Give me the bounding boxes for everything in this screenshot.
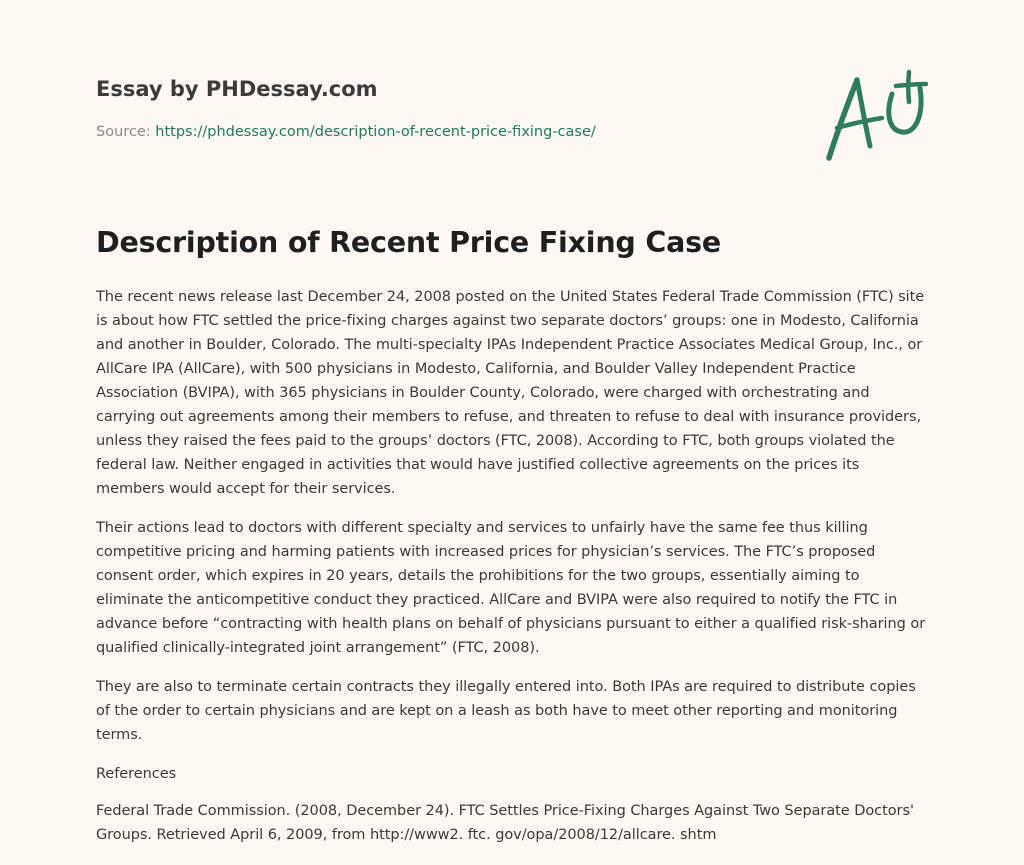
references-heading: References bbox=[96, 766, 177, 782]
essay-paragraph-2: Their actions lead to doctors with different specialty and services to unfairly have the same fee thus killing competitive pricing and harming patients with increased prices for physician’s services. The FTC’s proposed consent order, which expires in 20 years, details the prohibitions for the two groups, essentially aiming to eliminate the anticompetitive conduct they practiced. AllCare and BVIPA were also required to notify the FTC in advance before “contracting with health plans on behalf of physicians pursuant to either a qualified risk-sharing or qualified clinically-integrated joint arrangement” (FTC, 2008). bbox=[96, 520, 926, 656]
reference-item: Federal Trade Commission. (2008, December 24). FTC Settles Price-Fixing Charges Against Two Separate Doctors' Groups. Retrieved April 6, 2009, from http://www2. ftc. gov/opa/2008/12/allcare. shtm bbox=[96, 803, 914, 843]
source-line bbox=[96, 124, 596, 140]
source-link[interactable]: https://phdessay.com/description-of-recent-price-fixing-case/ bbox=[155, 124, 596, 140]
a-plus-logo-icon bbox=[824, 68, 928, 164]
essay-paragraph-1: The recent news release last December 24, 2008 posted on the United States Federal Trade Commission (FTC) site is about how FTC settled the price-fixing charges against two separate doctors’ groups: one in Modesto, California and another in Boulder, Colorado. The multi-specialty IPAs Independent Practice Associates Medical Group, Inc., or AllCare IPA (AllCare), with 500 physicians in Modesto, California, and Boulder Valley Independent Practice Association (BVIPA), with 365 physicians in Boulder County, Colorado, were charged with orchestrating and carrying out agreements among their members to refuse, and threaten to refuse to deal with insurance providers, unless they raised the fees paid to the groups’ doctors (FTC, 2008). According to FTC, both groups violated the federal law. Neither engaged in activities that would have justified collective agreements on the prices its members would accept for their services. bbox=[96, 289, 925, 497]
essay-body bbox=[96, 285, 928, 862]
essay-paragraph-3: They are also to terminate certain contracts they illegally entered into. Both IPAs are required to distribute copies of the order to certain physicians and are kept on a leash as both have to meet other reporting and monitoring terms. bbox=[96, 679, 916, 743]
source-label: Source: bbox=[96, 124, 156, 140]
site-brand: Essay by PHDessay.com bbox=[96, 77, 378, 101]
essay-title: Description of Recent Price Fixing Case bbox=[96, 226, 721, 259]
